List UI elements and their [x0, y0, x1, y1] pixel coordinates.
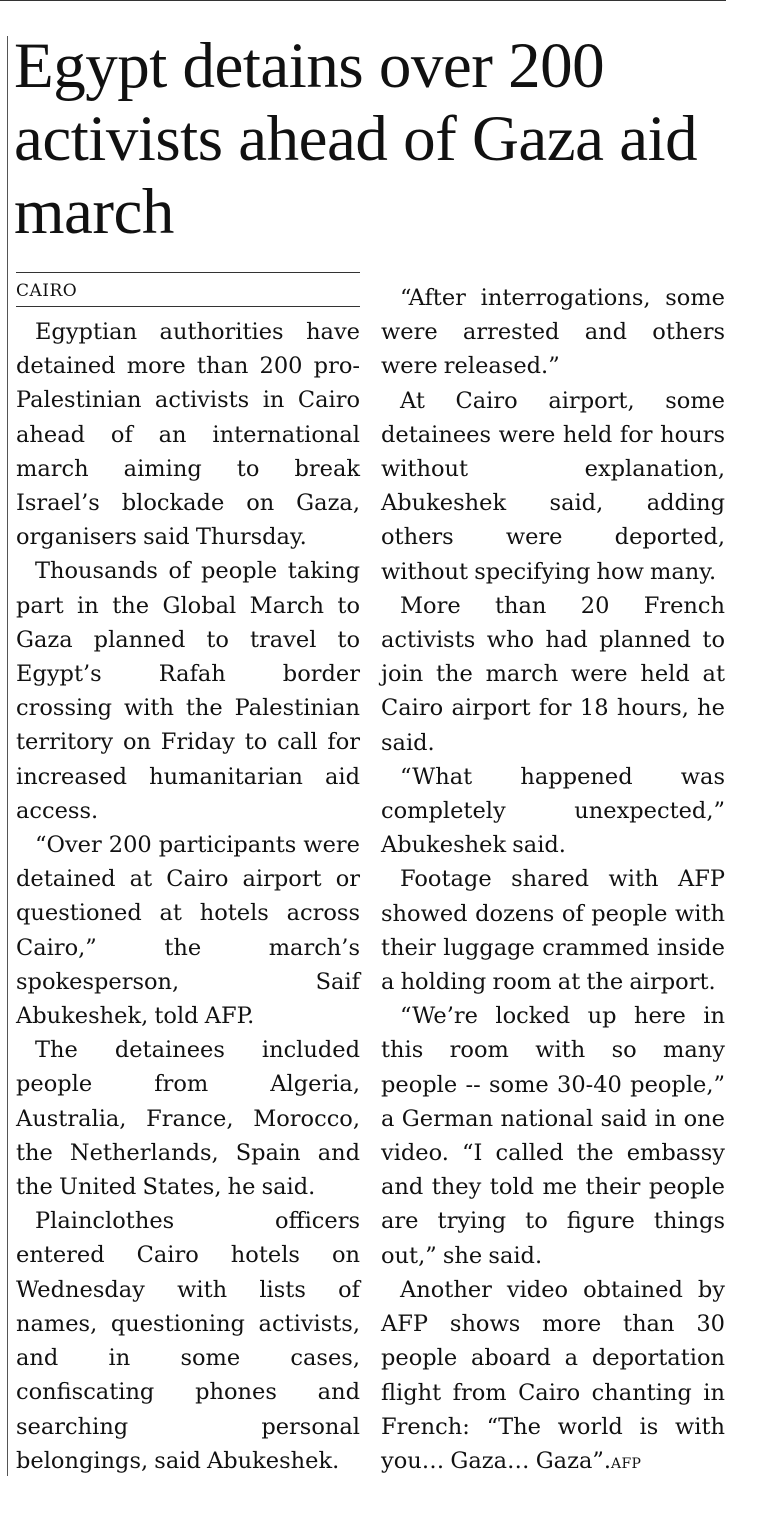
paragraph: “Over 200 participants were detained at Cairo airport or questioned at hotels across Cairo,” the march’s spokesperson, Saif Abukeshek, told AFP. — [16, 832, 360, 1030]
left-margin-rule — [7, 36, 8, 1476]
top-rule — [0, 0, 726, 1]
paragraph: More than 20 French activists who had planned to join the march were held at Cairo airport for 18 hours, he said. — [381, 592, 725, 756]
paragraph: “We’re locked up here in this room with so many people -- some 30-40 people,” a German national said in one video. “I called the embassy and they told me their people are trying to figure things out,” she said. — [381, 1003, 725, 1269]
paragraph: “What happened was completely unexpected,” Abukeshek said. — [381, 763, 725, 859]
paragraph: Plainclothes officers entered Cairo hotels on Wednesday with lists of names, questioning activists, and in some cases, confiscating phones and searching personal belongings, said Abukeshek. — [16, 1208, 360, 1474]
dateline-rule-top — [16, 272, 360, 273]
headline: Egypt detains over 200 activists ahead of Gaza aid march — [14, 30, 698, 248]
last-paragraph — [381, 1273, 725, 1481]
paragraph: Footage shared with AFP showed dozens of people with their luggage crammed inside a holding room at the airport. — [381, 866, 725, 996]
left-column — [16, 315, 360, 1478]
dateline: CAIRO — [16, 281, 78, 301]
paragraph: “After interrogations, some were arrested and others were released.” — [381, 285, 725, 380]
paragraph: Egyptian authorities have detained more than 200 pro-Palestinian activists in Cairo ahead of an international march aiming to break Israel’s blockade on Gaza, organisers said Thursday. — [16, 319, 360, 551]
paragraph-text: Another video obtained by AFP shows more than 30 people aboard a deportation flight from Cairo chanting in French: “The world is with you… Gaza… Gaza”. — [381, 1276, 725, 1474]
paragraph: At Cairo airport, some detainees were held for hours without explanation, Abukeshek said, adding others were deported, without specifying how many. — [381, 387, 725, 585]
paragraph: Thousands of people taking part in the Global March to Gaza planned to travel to Egypt’s Rafah border crossing with the Palestinian territory on Friday to call for increased humanitarian aid access. — [16, 558, 360, 824]
right-column — [381, 281, 725, 1481]
agency-credit: AFP — [611, 1455, 642, 1472]
paragraph: The detainees included people from Algeria, Australia, France, Morocco, the Netherlands, Spain and the United States, he said. — [16, 1037, 360, 1201]
dateline-rule-bottom — [16, 306, 360, 307]
